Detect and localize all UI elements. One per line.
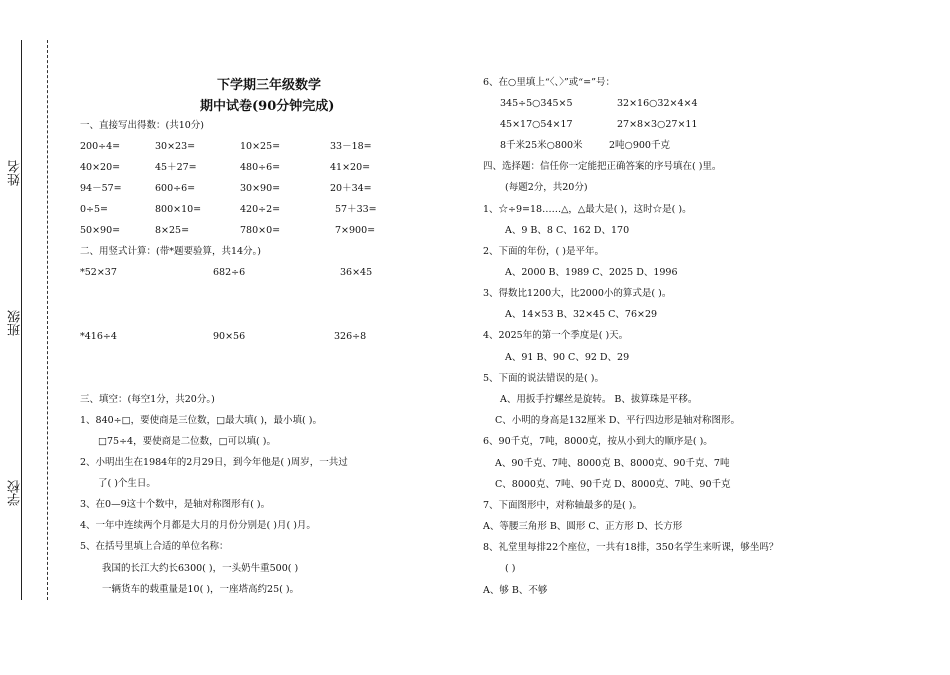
s5-line: 7、下面图形中，对称轴最多的是( )。 <box>483 500 642 511</box>
exam-subtitle: 期中试卷(90分钟完成) <box>200 99 335 114</box>
s5-line: A、14×53 B、32×45 C、76×29 <box>505 309 658 320</box>
s3-line: 5、在括号里填上合适的单位名称： <box>80 541 229 552</box>
s1-cell: 50×90= <box>80 225 121 236</box>
s1-cell: 40×20= <box>80 162 121 173</box>
s5-line: 8、礼堂里每排22个座位，一共有18排，350名学生来听课，够坐吗？ <box>483 542 779 553</box>
s3-line: 3、在0—9这十个数中，是轴对称图形有( )。 <box>80 499 271 510</box>
s5-line: A、用扳手拧螺丝是旋转。 B、拔算珠是平移。 <box>500 394 698 405</box>
name-label: 姓名 <box>8 160 23 186</box>
s1-cell: 33－18= <box>330 141 372 152</box>
binding-dashed-line <box>47 40 48 600</box>
s1-cell: 600÷6= <box>155 183 196 194</box>
s1-cell: 10×25= <box>240 141 281 152</box>
s5-line: A、够 B、不够 <box>483 585 548 596</box>
s1-cell: 800×10= <box>155 204 202 215</box>
s1-cell: 200÷4= <box>80 141 121 152</box>
s2-problem: 90×56 <box>213 331 246 342</box>
s1-cell: 20＋34= <box>330 183 372 194</box>
s3-line: 1、840÷□，要使商是三位数，□最大填( )，最小填( )。 <box>80 415 322 426</box>
q6-item: 32×16○32×4×4 <box>617 98 698 109</box>
s1-cell: 41×20= <box>330 162 371 173</box>
s5-line: 4、2025年的第一个季度是( )天。 <box>483 330 629 341</box>
s5-line: 3、得数比1200大，比2000小的算式是( )。 <box>483 288 672 299</box>
s5-line: A、90千克、7吨、8000克 B、8000克、90千克、7吨 <box>495 458 730 469</box>
s1-cell: 480÷6= <box>240 162 281 173</box>
section4-subheading: (每题2分，共20分) <box>505 182 588 193</box>
s1-cell: 780×0= <box>240 225 281 236</box>
s1-cell: 30×90= <box>240 183 281 194</box>
s1-cell: 45＋27= <box>155 162 197 173</box>
q6-heading: 6、在○里填上“〈、〉”或“=”号： <box>483 77 615 88</box>
s3-line: 我国的长江大约长6300( )，一头奶牛重500( ) <box>102 563 299 574</box>
s1-cell: 7×900= <box>335 225 376 236</box>
s2-problem: 326÷8 <box>334 331 367 342</box>
s5-line: 5、下面的说法错误的是( )。 <box>483 373 604 384</box>
s5-line: 6、90千克，7吨，8000克，按从小到大的顺序是( )。 <box>483 436 713 447</box>
q6-item: 345÷5○345×5 <box>500 98 573 109</box>
s2-problem: 36×45 <box>340 267 373 278</box>
section3-heading: 三、填空：(每空1分，共20分。) <box>80 394 215 405</box>
q6-item: 45×17○54×17 <box>500 119 573 130</box>
s5-line: 2、下面的年份，( )是平年。 <box>483 246 604 257</box>
class-label: 班级 <box>8 310 23 336</box>
section1-heading: 一、直接写出得数：(共10分) <box>80 120 205 131</box>
s1-cell: 0÷5= <box>80 204 109 215</box>
s5-line: A、等腰三角形 B、圆形 C、正方形 D、长方形 <box>483 521 683 532</box>
q6-item: 2吨○900千克 <box>609 140 670 151</box>
s1-cell: 420÷2= <box>240 204 281 215</box>
s3-line: 一辆货车的载重量是10( )，一座塔高约25( )。 <box>102 584 300 595</box>
s5-line: A、2000 B、1989 C、2025 D、1996 <box>505 267 678 278</box>
s3-line: □75÷4，要使商是二位数，□可以填( )。 <box>98 436 276 447</box>
s1-cell: 30×23= <box>155 141 196 152</box>
q6-item: 27×8×3○27×11 <box>617 119 698 130</box>
exam-title: 下学期三年级数学 <box>217 78 322 93</box>
s5-line: 1、☆÷9=18……△，△最大是( )，这时☆是( )。 <box>483 204 692 215</box>
s5-line: A、9 B、8 C、162 D、170 <box>505 225 630 236</box>
s5-line: A、91 B、90 C、92 D、29 <box>505 352 630 363</box>
school-label: 学校 <box>8 480 23 506</box>
section2-heading: 二、用竖式计算：(带*题要验算，共14分。) <box>80 246 262 257</box>
s5-line: C、8000克、7吨、90千克 D、8000克、7吨、90千克 <box>495 479 731 490</box>
s3-line: 了( )个生日。 <box>98 478 156 489</box>
s2-problem: 682÷6 <box>213 267 246 278</box>
s2-problem: *52×37 <box>80 267 117 278</box>
s5-line: ( ) <box>505 563 516 574</box>
q6-item: 8千米25米○800米 <box>500 140 583 151</box>
s2-problem: *416÷4 <box>80 331 117 342</box>
s1-cell: 8×25= <box>155 225 190 236</box>
s1-cell: 57＋33= <box>335 204 377 215</box>
s5-line: C、小明的身高是132厘米 D、平行四边形是轴对称图形。 <box>495 415 741 426</box>
s1-cell: 94－57= <box>80 183 122 194</box>
s3-line: 2、小明出生在1984年的2月29日，到今年他是( )周岁，一共过 <box>80 457 348 468</box>
s3-line: 4、一年中连续两个月都是大月的月份分别是( )月( )月。 <box>80 520 316 531</box>
section4-heading: 四、选择题：信任你一定能把正确答案的序号填在( )里。 <box>483 161 722 172</box>
